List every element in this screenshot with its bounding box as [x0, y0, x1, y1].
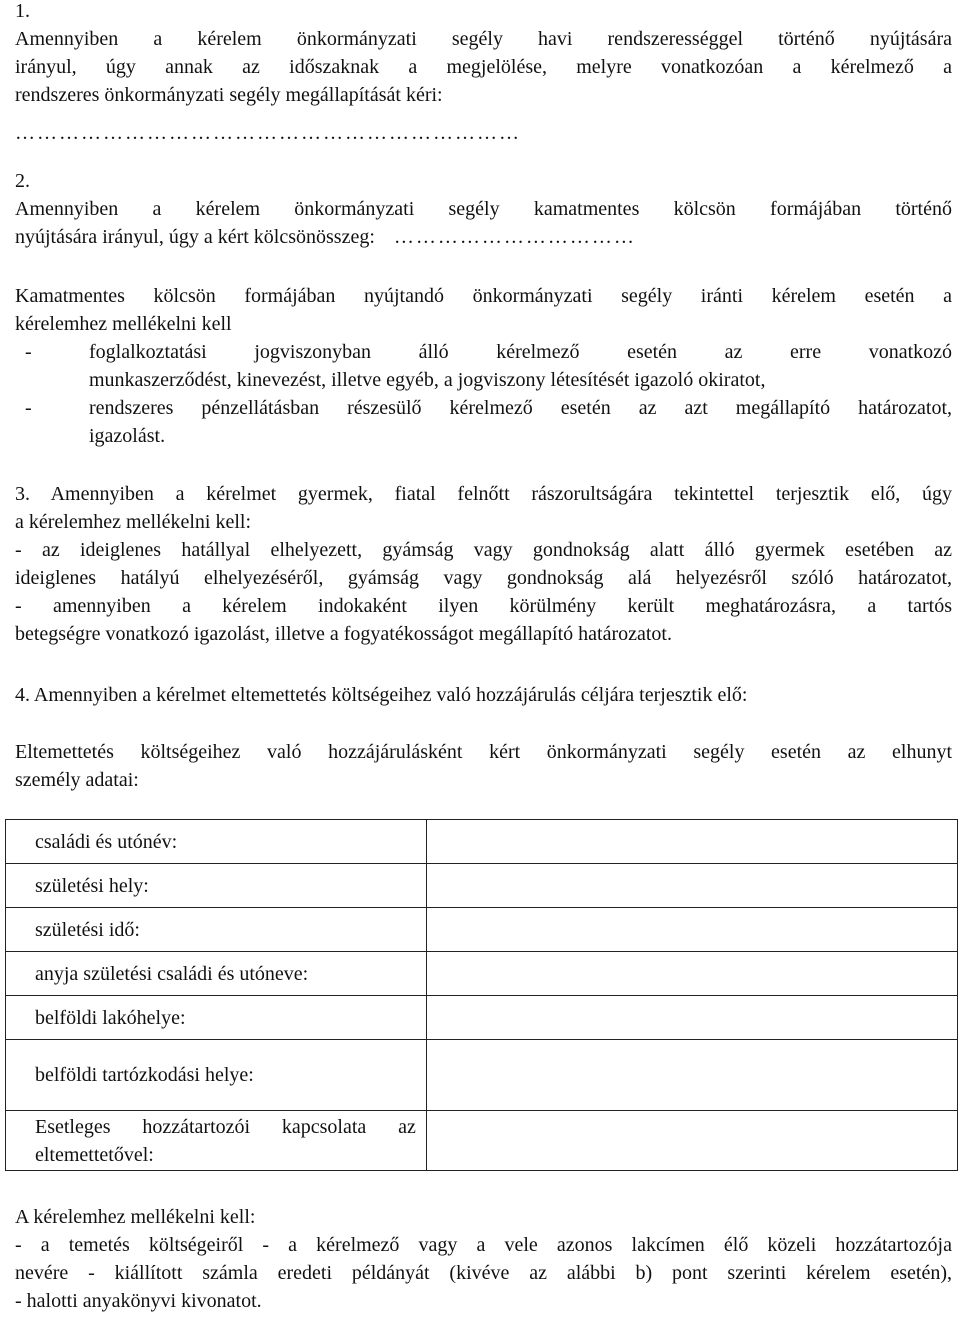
section-3-line: 3. Amennyiben a kérelmet gyermek, fiatal felnőtt rászorultságára tekintettel terjesztik elő, úgy [15, 483, 952, 505]
table-row [6, 1111, 958, 1171]
attachments-heading: A kérelemhez mellékelni kell: [15, 1206, 256, 1228]
field-value-cell[interactable] [426, 908, 957, 952]
field-label: belföldi tartózkodási helye: [6, 1040, 427, 1111]
field-label: eltemettetővel: [35, 1143, 154, 1166]
field-value-cell[interactable] [426, 864, 957, 908]
table-row [6, 952, 958, 996]
loan-amount-label: nyújtására irányul, úgy a kért kölcsönösszeg: [15, 226, 375, 248]
field-value-cell[interactable] [426, 996, 957, 1040]
field-label-multiline [6, 1111, 427, 1171]
list-dash: - [25, 341, 32, 363]
section-4 [15, 681, 952, 709]
section-1-line: Amennyiben a kérelem önkormányzati segély havi rendszerességgel történő nyújtására [15, 28, 952, 50]
field-label: belföldi lakóhelye: [6, 996, 427, 1040]
table-row [6, 864, 958, 908]
list-item-line: foglalkoztatási jogviszonyban álló kérelmező esetén az erre vonatkozó [89, 341, 952, 363]
section-1-line: rendszeres önkormányzati segély megállapítását kéri: [15, 84, 443, 106]
section-1-line: irányul, úgy annak az időszaknak a megjelölése, melyre vonatkozóan a kérelmező a [15, 56, 952, 78]
section-1-number: 1. [15, 0, 30, 22]
section-4-intro [15, 738, 952, 794]
table-row [6, 996, 958, 1040]
deceased-data-table [5, 819, 958, 1171]
section-4-intro-line: Eltemettetés költségeihez való hozzájárulásként kért önkormányzati segély esetén az elhunyt [15, 741, 952, 763]
field-value-cell[interactable] [426, 952, 957, 996]
section-3-line: ideiglenes hatályú elhelyezéséről, gyámság vagy gondnokság alá helyezésről szóló határozatot, [15, 567, 952, 589]
attachments-line: nevére - kiállított számla eredeti példányát (kivéve az alábbi b) pont szerinti kérelem esetén), [15, 1262, 952, 1284]
table-row [6, 908, 958, 952]
field-label: Esetleges hozzátartozói kapcsolata az [35, 1115, 416, 1138]
list-item [15, 394, 952, 450]
section-1 [15, 0, 952, 147]
list-item [15, 338, 952, 394]
list-item-line: munkaszerződést, kinevezést, illetve egyéb, a jogviszony létesítését igazoló okiratot, [89, 369, 766, 391]
section-4-heading: 4. Amennyiben a kérelmet eltemettetés költségeihez való hozzájárulás céljára terjesztik elő: [15, 684, 748, 706]
section-3 [15, 480, 952, 648]
loan-attachment-note [15, 282, 952, 450]
section-3-line: - amennyiben a kérelem indokaként ilyen körülmény került meghatározásra, a tartós [15, 595, 952, 617]
list-item-line: igazolást. [89, 425, 166, 447]
field-label: anyja születési családi és utóneve: [6, 952, 427, 996]
table-row [6, 1040, 958, 1111]
field-label: születési idő: [6, 908, 427, 952]
section-2-number: 2. [15, 170, 30, 192]
field-value-cell[interactable] [426, 1040, 957, 1111]
list-item-line: rendszeres pénzellátásban részesülő kérelmező esetén az azt megállapító határozatot, [89, 397, 952, 419]
section-1-dots: …………………………………………………………… [15, 122, 521, 144]
section-2-line: Amennyiben a kérelem önkormányzati segély kamatmentes kölcsön formájában történő [15, 198, 952, 220]
field-value-cell[interactable] [426, 820, 957, 864]
section-2-amount-line [15, 223, 952, 251]
attachments-line: - a temetés költségeiről - a kérelmező vagy a vele azonos lakcímen élő közeli hozzátartozója [15, 1234, 952, 1256]
attachments-line: - halotti anyakönyvi kivonatot. [15, 1290, 262, 1312]
field-label: családi és utónév: [6, 820, 427, 864]
field-label: születési hely: [6, 864, 427, 908]
section-4-intro-line: személy adatai: [15, 769, 139, 791]
attachments-section [15, 1203, 952, 1315]
note-line: kérelemhez mellékelni kell [15, 313, 232, 335]
section-3-line: betegségre vonatkozó igazolást, illetve a fogyatékosságot megállapító határozatot. [15, 623, 672, 645]
section-3-line: a kérelemhez mellékelni kell: [15, 511, 251, 533]
field-value-cell[interactable] [426, 1111, 957, 1171]
table-row [6, 820, 958, 864]
section-3-line: - az ideiglenes hatállyal elhelyezett, gyámság vagy gondnokság alatt álló gyermek esetében az [15, 539, 952, 561]
note-line: Kamatmentes kölcsön formájában nyújtandó önkormányzati segély iránti kérelem esetén a [15, 285, 952, 307]
loan-amount-dots: …………………………… [393, 226, 636, 248]
section-2 [15, 167, 952, 251]
list-dash: - [25, 397, 32, 419]
